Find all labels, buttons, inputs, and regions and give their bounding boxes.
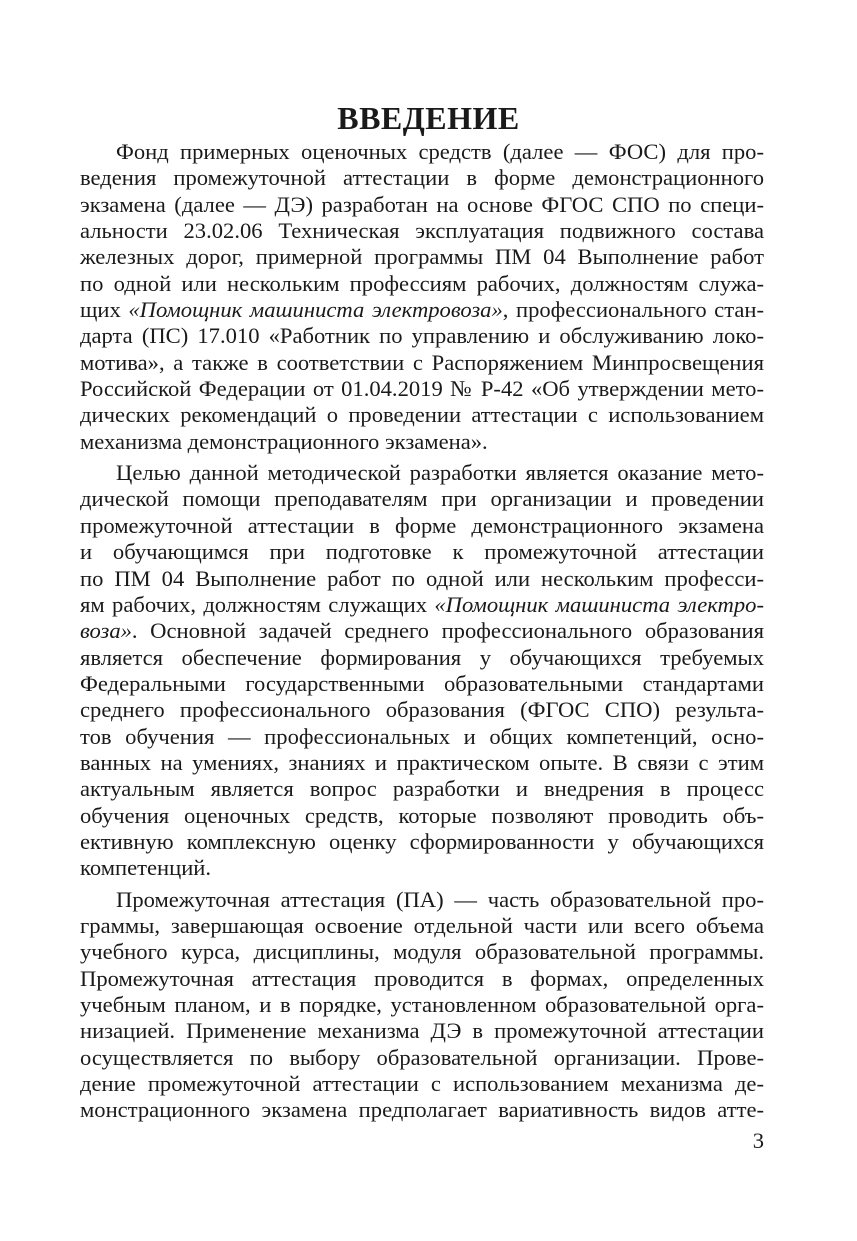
text-line	[80, 244, 764, 270]
text-line	[80, 460, 764, 486]
text-segment: . Основной задачей среднего профессионального образования	[131, 618, 764, 644]
text-segment: осуществляется по выбору образовательной организации. Прове-	[80, 1044, 764, 1070]
text-segment: щих	[80, 297, 129, 323]
text-segment: по одной или нескольким профессиям рабочих, должностям служа-	[80, 270, 764, 296]
text-line	[80, 271, 764, 297]
text-segment: мотива», а также в соответствии с Распоряжением Минпросвещения	[80, 349, 764, 375]
text-line	[80, 165, 764, 191]
text-line	[80, 750, 764, 776]
text-segment: компетенций.	[80, 855, 212, 881]
text-segment: ванных на умениях, знаниях и практическом опыте. В связи с этим	[80, 749, 764, 775]
text-line	[80, 671, 764, 697]
text-line	[80, 592, 764, 618]
text-line	[80, 939, 764, 965]
text-line	[80, 855, 764, 881]
italic-text: «Помощник машиниста электровоза»	[128, 297, 503, 323]
text-line	[80, 139, 764, 165]
text-segment: по ПМ 04 Выполнение работ по одной или нескольким професси-	[80, 565, 764, 591]
text-segment: дических рекомендаций о проведении аттестации с использованием	[80, 402, 764, 428]
text-segment: ведения промежуточной аттестации в форме демонстрационного	[80, 165, 764, 191]
text-segment: обучения оценочных средств, которые позволяют проводить объ-	[80, 802, 764, 828]
text-line	[80, 724, 764, 750]
text-segment: среднего профессионального образования (ФГОС СПО) результа-	[80, 697, 764, 723]
text-segment: граммы, завершающая освоение отдельной части или всего объема	[80, 912, 764, 938]
text-segment: Федеральными государственными образовательными стандартами	[80, 670, 764, 696]
text-line	[80, 513, 764, 539]
paragraph	[80, 139, 764, 455]
text-line	[80, 1071, 764, 1097]
text-segment: Фонд примерных оценочных средств (далее — ФОС) для про-	[116, 139, 764, 164]
text-segment: механизма демонстрационного экзамена».	[80, 428, 488, 454]
text-segment: дической помощи преподавателям при организации и проведении	[80, 486, 764, 512]
text-line	[80, 1097, 764, 1123]
text-segment: Целью данной методической разработки является оказание мето-	[116, 460, 764, 486]
text-segment: Промежуточная аттестация проводится в формах, определенных	[80, 965, 764, 991]
text-line	[80, 1018, 764, 1044]
text-segment: низацией. Применение механизма ДЭ в промежуточной аттестации	[80, 1018, 764, 1044]
text-segment: учебным планом, и в порядке, установленном образовательной орга-	[80, 992, 764, 1017]
text-segment: альности 23.02.06 Техническая эксплуатация подвижного состава	[80, 218, 764, 244]
text-line	[80, 539, 764, 565]
text-line	[80, 913, 764, 939]
text-line	[80, 645, 764, 671]
text-line	[80, 429, 764, 455]
text-segment: и обучающимся при подготовке к промежуточной аттестации	[80, 539, 764, 565]
text-segment: дарта (ПС) 17.010 «Работник по управлению и обслуживанию локо-	[80, 323, 764, 349]
paragraph	[80, 460, 764, 882]
text-line	[80, 992, 764, 1018]
text-line	[80, 887, 764, 913]
text-segment: ективную комплексную оценку сформированности у обучающихся	[80, 828, 764, 854]
text-line	[80, 566, 764, 592]
page-number: 3	[752, 1128, 764, 1153]
text-line	[80, 350, 764, 376]
text-line	[80, 776, 764, 802]
text-line	[80, 1045, 764, 1071]
text-line	[80, 402, 764, 428]
text-segment: монстрационного экзамена предполагает вариативность видов атте-	[80, 1097, 764, 1123]
italic-text: «Помощник машиниста электро-	[434, 591, 764, 617]
text-segment: промежуточной аттестации в форме демонстрационного экзамена	[80, 512, 764, 538]
text-segment: ям рабочих, должностям служащих	[80, 591, 435, 617]
text-line	[80, 218, 764, 244]
text-line	[80, 803, 764, 829]
text-segment: Российской Федерации от 01.04.2019 № Р-42 «Об утверждении мето-	[80, 376, 764, 402]
text-segment: является обеспечение формирования у обучающихся требуемых	[80, 644, 764, 670]
text-line	[80, 829, 764, 855]
text-line	[80, 376, 764, 402]
text-segment: учебного курса, дисциплины, модуля образовательной программы.	[80, 939, 764, 965]
text-line	[80, 323, 764, 349]
text-segment: Промежуточная аттестация (ПА) — часть образовательной про-	[116, 886, 764, 912]
text-line	[80, 486, 764, 512]
section-title: ВВЕДЕНИЕ	[337, 100, 520, 136]
text-segment: дение промежуточной аттестации с использованием механизма де-	[80, 1071, 764, 1097]
paragraph	[80, 887, 764, 1124]
text-line	[80, 966, 764, 992]
text-line	[80, 618, 764, 644]
text-segment: , профессионального стан-	[502, 297, 764, 323]
text-segment: железных дорог, примерной программы ПМ 04 Выполнение работ	[80, 244, 764, 270]
text-line	[80, 192, 764, 218]
text-line	[80, 697, 764, 723]
body-text	[80, 139, 764, 1129]
text-segment: экзамена (далее — ДЭ) разработан на основе ФГОС СПО по специ-	[80, 191, 764, 217]
italic-text: воза»	[80, 618, 132, 644]
text-line	[80, 297, 764, 323]
text-segment: актуальным является вопрос разработки и внедрения в процесс	[80, 776, 764, 802]
text-segment: тов обучения — профессиональных и общих компетенций, осно-	[80, 723, 764, 749]
